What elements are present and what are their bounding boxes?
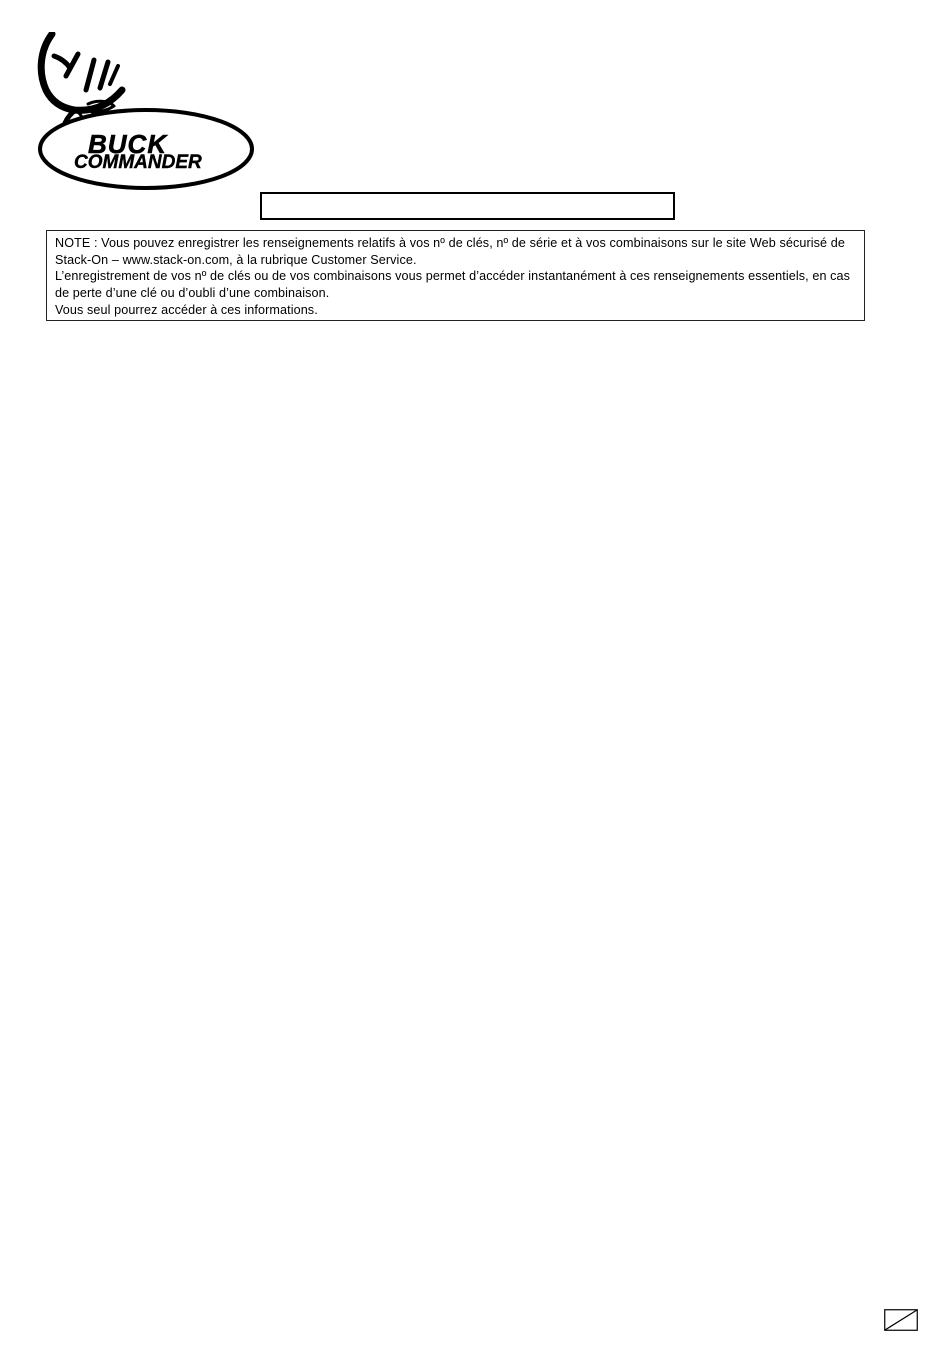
note-paragraph-3: Vous seul pourrez accéder à ces informations. <box>55 302 318 317</box>
note-paragraph-1: NOTE : Vous pouvez enregistrer les renseignements relatifs à vos nº de clés, nº de série et à vos combinaisons sur le site Web sécurisé de Stack-On – www.stack-on.com, à la rubrique Customer Service. <box>55 236 845 267</box>
logo-text-commander: COMMANDER <box>74 152 202 173</box>
buck-commander-logo <box>36 32 256 194</box>
blank-title-box <box>260 192 675 220</box>
logo-text-buck: BUCK <box>88 129 168 159</box>
page-corner-icon <box>884 1309 918 1331</box>
note-box <box>46 230 865 321</box>
note-paragraph-2: L’enregistrement de vos nº de clés ou de vos combinaisons vous permet d’accéder instantanément à ces renseignements essentiels, en cas de perte d’une clé ou d’oubli d’une combinaison. <box>55 269 851 301</box>
